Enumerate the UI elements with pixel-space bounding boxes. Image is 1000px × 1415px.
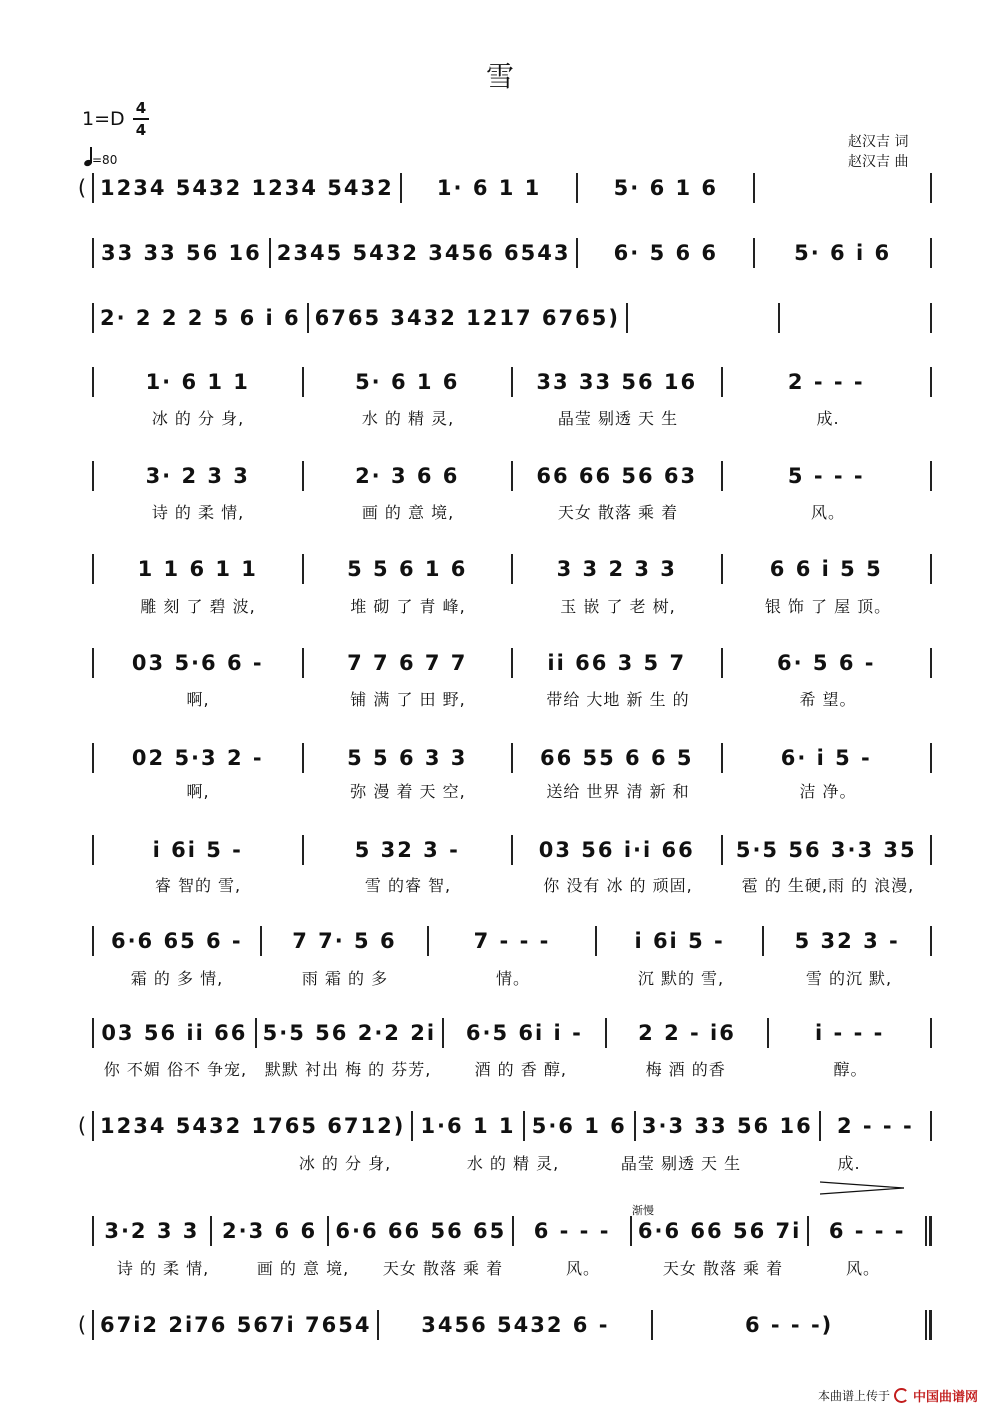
tempo-annotation: 渐慢 — [632, 1204, 654, 1217]
barline — [753, 173, 755, 203]
measure: 3·2 3 3 — [104, 1219, 200, 1243]
lyric-segment: 带给 大地 新 生 的 — [546, 690, 690, 709]
measure: 6· 5 6 - — [777, 651, 876, 675]
lyric-segment: 水 的 精 灵, — [361, 409, 455, 428]
notation-row — [74, 740, 932, 776]
lyric-segment: 雪 的沉 默, — [805, 969, 893, 988]
measure: 3 3 2 3 3 — [556, 557, 677, 581]
lyric-row — [74, 1057, 932, 1080]
lyric-row — [74, 594, 932, 617]
song-title: 雪 — [485, 60, 514, 93]
barline — [930, 835, 932, 865]
measure: 1234 5432 1234 5432 — [100, 176, 394, 200]
lyric-segment: 雪 的睿 智, — [364, 876, 452, 895]
lyric-segment: 酒 的 香 醇, — [474, 1060, 567, 1079]
time-signature-bottom: 4 — [135, 121, 147, 139]
lyric-segment — [74, 406, 92, 429]
measure: 6·5 6i i - — [465, 1021, 583, 1045]
lyric-row — [74, 500, 932, 523]
quarter-note-icon — [84, 147, 92, 167]
lyric-row — [74, 406, 932, 429]
measure: 5 - - - — [787, 464, 865, 488]
lyric-segment — [74, 779, 92, 802]
lyric-segment: 天女 散落 乘 着 — [557, 503, 679, 522]
lyric-segment: 醇。 — [833, 1060, 868, 1079]
barline — [930, 367, 932, 397]
composer-credit: 赵汉吉 曲 — [848, 154, 909, 170]
barline — [930, 238, 932, 268]
tempo-value: =80 — [92, 153, 118, 167]
lyric-segment — [74, 966, 92, 989]
row-prefix: ( — [77, 176, 89, 200]
lyric-segment: 画 的 意 境, — [361, 503, 455, 522]
measure: 1· 6 1 1 — [145, 370, 250, 394]
lyric-row — [74, 1151, 932, 1174]
row-prefix: ( — [77, 1313, 89, 1337]
notation-row — [74, 364, 932, 400]
lyric-segment: 雕 刻 了 碧 波, — [140, 597, 256, 616]
measure: 6·6 66 56 7i — [637, 1219, 802, 1243]
measure: 1234 5432 1765 6712) — [100, 1114, 406, 1138]
measure: 6· i 5 - — [780, 746, 872, 770]
lyric-segment: 睿 智的 雪, — [154, 876, 242, 895]
lyric-segment: 洁 净。 — [799, 782, 857, 801]
lyric-segment: 默默 衬出 梅 的 芬芳, — [264, 1060, 432, 1079]
notation-row — [74, 1015, 932, 1051]
lyric-segment: 风。 — [810, 503, 845, 522]
measure: 5 32 3 - — [794, 929, 900, 953]
site-name: 中国曲谱网 — [912, 1390, 978, 1405]
measure: 6·6 65 6 - — [110, 929, 243, 953]
measure: 3·3 33 56 16 — [641, 1114, 813, 1138]
footer-attribution — [818, 1386, 978, 1405]
notation-row — [74, 1307, 932, 1343]
measure: 66 66 56 63 — [536, 464, 698, 488]
measure: 7 7 6 7 7 — [347, 651, 468, 675]
measure: 1·6 1 1 — [420, 1114, 516, 1138]
measure: 66 55 6 6 5 — [539, 746, 694, 770]
lyric-segment: 风。 — [565, 1259, 600, 1278]
lyric-segment: 啊, — [186, 690, 210, 709]
measure: 67i2 2i76 567i 7654 — [100, 1313, 372, 1337]
measure: 2· 3 6 6 — [355, 464, 460, 488]
measure: 5· 6 1 6 — [613, 176, 719, 200]
lyric-segment: 希 望。 — [799, 690, 857, 709]
measure: 2 - - - — [787, 370, 865, 394]
measure: 33 33 56 16 — [100, 241, 262, 265]
measure: 6 - - - — [533, 1219, 611, 1243]
measure: 6· 5 6 6 — [613, 241, 719, 265]
measure: 5· 6 i 6 — [794, 241, 892, 265]
measure: 6 - - - — [828, 1219, 906, 1243]
lyric-segment: 晶莹 剔透 天 生 — [620, 1154, 742, 1173]
key-signature: 1=D — [82, 108, 125, 130]
lyric-segment: 画 的 意 境, — [256, 1259, 350, 1278]
lyric-segment: 霜 的 多 情, — [130, 969, 224, 988]
barline — [626, 303, 628, 333]
lyric-segment — [74, 594, 92, 617]
lyric-row — [74, 873, 932, 896]
measure: i - - - — [815, 1021, 885, 1045]
lyric-segment: 铺 满 了 田 野, — [350, 690, 466, 709]
lyric-segment: 冰 的 分 身, — [151, 409, 245, 428]
barline — [930, 554, 932, 584]
notation-row — [74, 458, 932, 494]
lyric-segment: 成. — [837, 1154, 861, 1173]
barline — [930, 1018, 932, 1048]
measure: 1· 6 1 1 — [436, 176, 542, 200]
barline — [930, 461, 932, 491]
row-prefix: ( — [77, 1114, 89, 1138]
measure: i 6i 5 - — [634, 929, 725, 953]
lyric-segment: 你 没有 冰 的 顽固, — [543, 876, 693, 895]
lyric-segment — [74, 687, 92, 710]
barline — [930, 743, 932, 773]
decrescendo-hairpin-icon — [820, 1180, 904, 1196]
lyric-segment: 风。 — [845, 1259, 880, 1278]
lyric-segment: 送给 世界 清 新 和 — [546, 782, 690, 801]
measure: 5 5 6 3 3 — [347, 746, 468, 770]
lyric-segment: 沉 默的 雪, — [637, 969, 725, 988]
measure: 2345 5432 3456 6543 — [276, 241, 571, 265]
notation-row — [74, 300, 932, 336]
lyric-segment: 晶莹 剔透 天 生 — [557, 409, 679, 428]
lyric-segment: 雹 的 生硬,雨 的 浪漫, — [741, 876, 915, 895]
lyric-segment: 银 饰 了 屋 顶。 — [764, 597, 892, 616]
lyric-segment: 成. — [816, 409, 840, 428]
notation-row — [74, 235, 932, 271]
barline — [930, 1111, 932, 1141]
tempo-marking — [84, 147, 117, 167]
lyric-segment: 堆 砌 了 青 峰, — [350, 597, 466, 616]
lyric-row — [74, 687, 932, 710]
measure: 2 - - - — [836, 1114, 914, 1138]
measure: 7 - - - — [473, 929, 551, 953]
footer-text: 本曲谱上传于 — [817, 1389, 890, 1403]
measure: 02 5·3 2 - — [131, 746, 264, 770]
measure: 6·6 66 56 65 — [335, 1219, 507, 1243]
lyric-segment: 天女 散落 乘 着 — [662, 1259, 784, 1278]
measure: 5 5 6 1 6 — [347, 557, 468, 581]
measure: i 6i 5 - — [152, 838, 243, 862]
measure: 3456 5432 6 - — [421, 1313, 610, 1337]
notation-row — [74, 170, 932, 206]
barline — [930, 648, 932, 678]
measure: 2· 2 2 2 5 6 i 6 — [100, 306, 301, 330]
measure: 5·5 56 2·2 2i — [262, 1021, 437, 1045]
measure: 03 56 i·i 66 — [538, 838, 695, 862]
lyric-segment: 雨 霜 的 多 — [301, 969, 389, 988]
measure: 03 5·6 6 - — [131, 651, 264, 675]
lyric-segment: 梅 酒 的香 — [645, 1060, 726, 1079]
lyric-segment: 情。 — [495, 969, 530, 988]
barline — [930, 173, 932, 203]
lyric-segment — [74, 500, 92, 523]
measure: 5· 6 1 6 — [355, 370, 460, 394]
lyric-segment: 天女 散落 乘 着 — [382, 1259, 504, 1278]
lyric-row — [74, 1256, 932, 1279]
lyric-segment: 你 不媚 俗不 争宠, — [103, 1060, 248, 1079]
measure: 03 56 ii 66 — [101, 1021, 248, 1045]
lyric-segment — [74, 1256, 92, 1279]
lyric-segment: 水 的 精 灵, — [466, 1154, 560, 1173]
measure: 6765 3432 1217 6765) — [314, 306, 620, 330]
lyric-row — [74, 779, 932, 802]
barline — [930, 303, 932, 333]
measure: 6 - - -) — [744, 1313, 834, 1337]
lyric-segment: 诗 的 柔 情, — [116, 1259, 210, 1278]
time-signature-top: 4 — [135, 99, 147, 117]
measure: 5 32 3 - — [354, 838, 460, 862]
measure: 33 33 56 16 — [536, 370, 698, 394]
measure: 6 6 i 5 5 — [769, 557, 883, 581]
notation-row — [74, 645, 932, 681]
notation-row — [74, 551, 932, 587]
lyric-segment: 冰 的 分 身, — [298, 1154, 392, 1173]
lyric-segment: 玉 嵌 了 老 树, — [560, 597, 676, 616]
notation-row — [74, 923, 932, 959]
lyric-segment: 弥 漫 着 天 空, — [350, 782, 466, 801]
measure: ii 66 3 5 7 — [547, 651, 687, 675]
measure: 7 7· 5 6 — [292, 929, 397, 953]
measure: 1 1 6 1 1 — [137, 557, 258, 581]
notation-row — [74, 1108, 932, 1144]
measure: 3· 2 3 3 — [145, 464, 250, 488]
measure: 2·3 6 6 — [222, 1219, 318, 1243]
lyricist-credit: 赵汉吉 词 — [848, 134, 909, 150]
measure: 5·6 1 6 — [531, 1114, 627, 1138]
notation-row — [74, 1213, 932, 1249]
lyric-row — [74, 966, 932, 989]
lyric-segment: 啊, — [186, 782, 210, 801]
notation-row — [74, 832, 932, 868]
lyric-segment — [94, 1151, 260, 1174]
lyric-segment — [74, 1057, 92, 1080]
barline — [925, 1310, 932, 1340]
barline — [930, 926, 932, 956]
measure: 5·5 56 3·3 35 — [735, 838, 917, 862]
site-logo-icon — [894, 1388, 909, 1403]
time-signature — [132, 98, 150, 140]
lyric-segment: 诗 的 柔 情, — [151, 503, 245, 522]
measure: 2 2 - i6 — [638, 1021, 736, 1045]
barline — [778, 303, 780, 333]
lyric-segment — [74, 1151, 92, 1174]
lyric-segment — [74, 873, 92, 896]
barline — [925, 1216, 932, 1246]
